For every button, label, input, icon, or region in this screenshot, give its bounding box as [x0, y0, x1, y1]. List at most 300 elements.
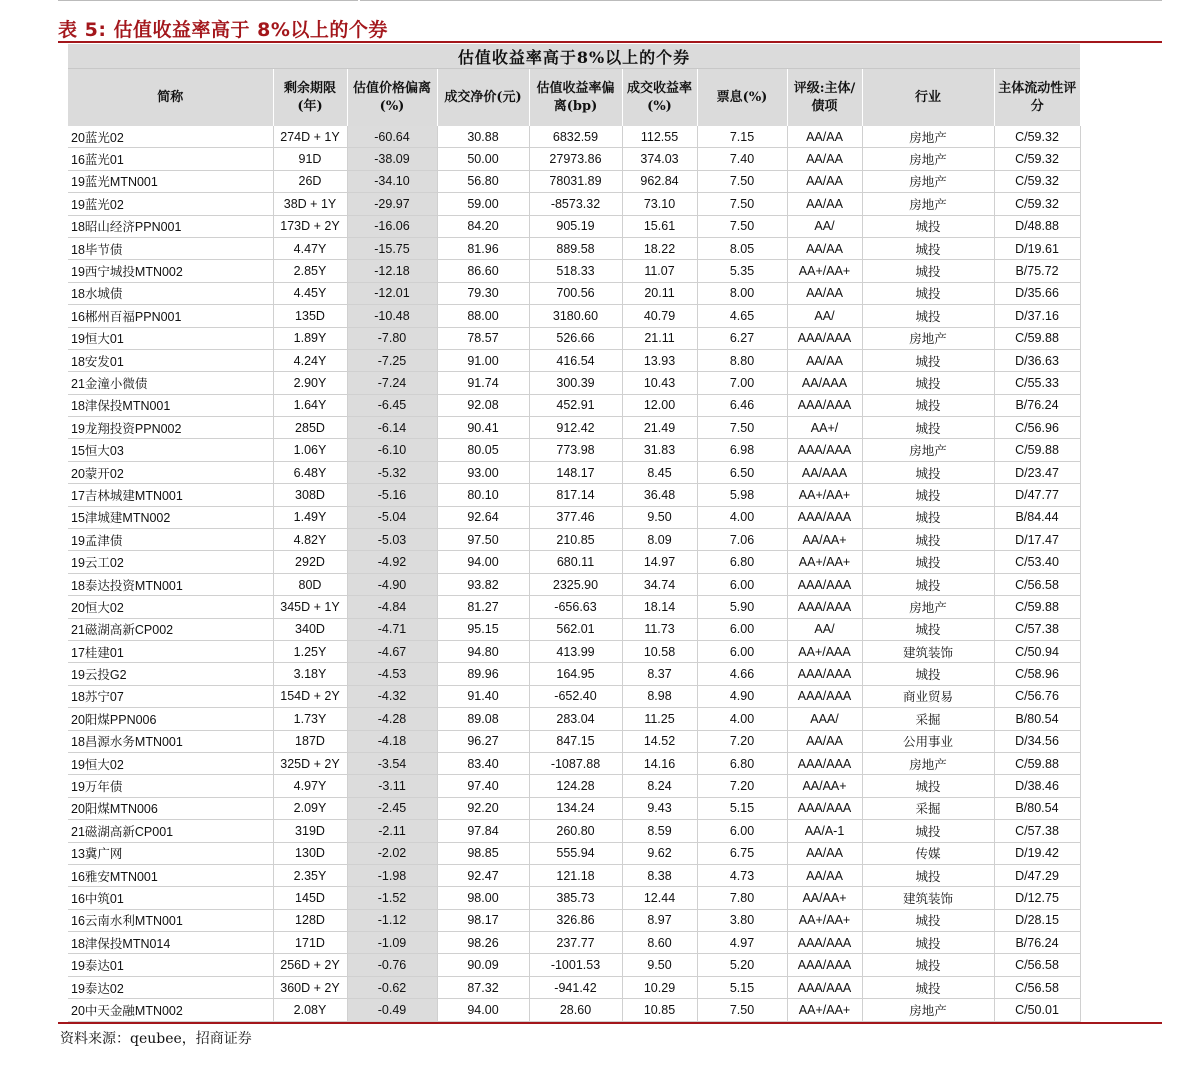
cell-trade-yield: 374.03 — [622, 148, 697, 170]
cell-bond-name: 18津保投MTN001 — [68, 394, 273, 416]
cell-liquidity-score: C/56.76 — [994, 685, 1080, 707]
table-row — [68, 864, 1080, 886]
header-remaining-term: 剩余期限(年) — [273, 69, 347, 127]
cell-industry: 公用事业 — [862, 730, 994, 752]
cell-rating: AAA/AAA — [787, 327, 862, 349]
cell-rating: AA/AA — [787, 237, 862, 259]
cell-coupon: 7.50 — [697, 215, 787, 237]
source-note: 资料来源：qeubee，招商证券 — [60, 1031, 252, 1047]
cell-clean-price: 91.40 — [437, 685, 529, 707]
cell-remaining-term: 319D — [273, 820, 347, 842]
cell-yield-deviation: 562.01 — [529, 618, 622, 640]
cell-remaining-term: 4.47Y — [273, 237, 347, 259]
table-row — [68, 708, 1080, 730]
cell-liquidity-score: C/50.01 — [994, 999, 1080, 1021]
cell-coupon: 6.50 — [697, 461, 787, 483]
cell-clean-price: 59.00 — [437, 193, 529, 215]
cell-clean-price: 97.84 — [437, 820, 529, 842]
cell-remaining-term: 80D — [273, 573, 347, 595]
cell-price-deviation: -1.09 — [347, 932, 437, 954]
header-coupon: 票息(%) — [697, 69, 787, 127]
table-row — [68, 618, 1080, 640]
cell-bond-name: 19万年债 — [68, 775, 273, 797]
cell-trade-yield: 112.55 — [622, 126, 697, 148]
cell-industry: 房地产 — [862, 999, 994, 1021]
cell-remaining-term: 4.24Y — [273, 349, 347, 371]
cell-remaining-term: 285D — [273, 417, 347, 439]
cell-bond-name: 18津保投MTN014 — [68, 932, 273, 954]
cell-trade-yield: 18.22 — [622, 237, 697, 259]
cell-rating: AA/AA — [787, 148, 862, 170]
cell-coupon: 7.40 — [697, 148, 787, 170]
cell-yield-deviation: 260.80 — [529, 820, 622, 842]
cell-price-deviation: -7.25 — [347, 349, 437, 371]
cell-yield-deviation: 300.39 — [529, 372, 622, 394]
footer-rule — [58, 1022, 1162, 1024]
cell-industry: 城投 — [862, 976, 994, 998]
cell-trade-yield: 15.61 — [622, 215, 697, 237]
cell-yield-deviation: 148.17 — [529, 461, 622, 483]
cell-clean-price: 92.08 — [437, 394, 529, 416]
cell-clean-price: 93.82 — [437, 573, 529, 595]
cell-trade-yield: 21.49 — [622, 417, 697, 439]
cell-trade-yield: 8.37 — [622, 663, 697, 685]
cell-bond-name: 17吉林城建MTN001 — [68, 484, 273, 506]
table-row — [68, 887, 1080, 909]
cell-industry: 城投 — [862, 775, 994, 797]
cell-yield-deviation: 283.04 — [529, 708, 622, 730]
table-row — [68, 327, 1080, 349]
cell-industry: 城投 — [862, 506, 994, 528]
cell-coupon: 6.75 — [697, 842, 787, 864]
cell-trade-yield: 73.10 — [622, 193, 697, 215]
cell-price-deviation: -4.32 — [347, 685, 437, 707]
cell-bond-name: 18水城债 — [68, 282, 273, 304]
cell-price-deviation: -6.10 — [347, 439, 437, 461]
cell-clean-price: 95.15 — [437, 618, 529, 640]
cell-industry: 城投 — [862, 954, 994, 976]
table-row — [68, 663, 1080, 685]
table-row — [68, 797, 1080, 819]
cell-price-deviation: -4.28 — [347, 708, 437, 730]
cell-trade-yield: 11.25 — [622, 708, 697, 730]
cell-coupon: 7.20 — [697, 775, 787, 797]
header-row — [68, 69, 1080, 127]
cell-clean-price: 94.00 — [437, 999, 529, 1021]
cell-bond-name: 17桂建01 — [68, 640, 273, 662]
cell-yield-deviation: -1001.53 — [529, 954, 622, 976]
cell-bond-name: 20中天金融MTN002 — [68, 999, 273, 1021]
cell-remaining-term: 1.06Y — [273, 439, 347, 461]
cell-trade-yield: 20.11 — [622, 282, 697, 304]
cell-liquidity-score: B/80.54 — [994, 797, 1080, 819]
header-liquidity-score: 主体流动性评分 — [994, 69, 1080, 127]
cell-remaining-term: 325D + 2Y — [273, 752, 347, 774]
cell-remaining-term: 2.85Y — [273, 260, 347, 282]
cell-trade-yield: 10.43 — [622, 372, 697, 394]
header-industry: 行业 — [862, 69, 994, 127]
cell-trade-yield: 8.09 — [622, 529, 697, 551]
cell-trade-yield: 36.48 — [622, 484, 697, 506]
cell-trade-yield: 9.62 — [622, 842, 697, 864]
cell-industry: 商业贸易 — [862, 685, 994, 707]
cell-bond-name: 20恒大02 — [68, 596, 273, 618]
cell-industry: 房地产 — [862, 439, 994, 461]
cell-coupon: 5.20 — [697, 954, 787, 976]
cell-bond-name: 19泰达02 — [68, 976, 273, 998]
table-row — [68, 461, 1080, 483]
cell-trade-yield: 13.93 — [622, 349, 697, 371]
cell-coupon: 4.97 — [697, 932, 787, 954]
cell-industry: 城投 — [862, 820, 994, 842]
cell-remaining-term: 1.49Y — [273, 506, 347, 528]
cell-industry: 城投 — [862, 461, 994, 483]
cell-remaining-term: 154D + 2Y — [273, 685, 347, 707]
cell-liquidity-score: C/59.88 — [994, 327, 1080, 349]
cell-industry: 城投 — [862, 305, 994, 327]
cell-coupon: 3.80 — [697, 909, 787, 931]
cell-coupon: 7.15 — [697, 126, 787, 148]
cell-rating: AAA/AAA — [787, 663, 862, 685]
cell-liquidity-score: D/19.61 — [994, 237, 1080, 259]
cell-price-deviation: -2.45 — [347, 797, 437, 819]
cell-yield-deviation: 124.28 — [529, 775, 622, 797]
cell-price-deviation: -7.80 — [347, 327, 437, 349]
cell-yield-deviation: -941.42 — [529, 976, 622, 998]
cell-bond-name: 20阳煤MTN006 — [68, 797, 273, 819]
cell-price-deviation: -5.16 — [347, 484, 437, 506]
cell-liquidity-score: D/34.56 — [994, 730, 1080, 752]
cell-rating: AA/AA — [787, 730, 862, 752]
cell-price-deviation: -38.09 — [347, 148, 437, 170]
cell-coupon: 6.27 — [697, 327, 787, 349]
cell-bond-name: 21金潼小微债 — [68, 372, 273, 394]
cell-bond-name: 18昭山经济PPN001 — [68, 215, 273, 237]
cell-trade-yield: 14.52 — [622, 730, 697, 752]
table-row — [68, 596, 1080, 618]
cell-price-deviation: -1.98 — [347, 864, 437, 886]
cell-price-deviation: -7.24 — [347, 372, 437, 394]
cell-rating: AA+/AA+ — [787, 999, 862, 1021]
cell-remaining-term: 2.90Y — [273, 372, 347, 394]
cell-industry: 城投 — [862, 529, 994, 551]
cell-remaining-term: 2.08Y — [273, 999, 347, 1021]
cell-liquidity-score: D/12.75 — [994, 887, 1080, 909]
cell-price-deviation: -4.53 — [347, 663, 437, 685]
cell-rating: AA/AA — [787, 282, 862, 304]
cell-industry: 建筑装饰 — [862, 640, 994, 662]
cell-clean-price: 86.60 — [437, 260, 529, 282]
cell-rating: AA+/AA+ — [787, 551, 862, 573]
cell-trade-yield: 9.43 — [622, 797, 697, 819]
cell-remaining-term: 173D + 2Y — [273, 215, 347, 237]
cell-clean-price: 97.50 — [437, 529, 529, 551]
cell-liquidity-score: C/53.40 — [994, 551, 1080, 573]
cell-industry: 传媒 — [862, 842, 994, 864]
cell-rating: AAA/AAA — [787, 439, 862, 461]
cell-industry: 房地产 — [862, 148, 994, 170]
cell-rating: AA+/AA+ — [787, 484, 862, 506]
cell-coupon: 5.98 — [697, 484, 787, 506]
cell-price-deviation: -12.18 — [347, 260, 437, 282]
cell-coupon: 5.15 — [697, 976, 787, 998]
cell-clean-price: 87.32 — [437, 976, 529, 998]
cell-bond-name: 16蓝光01 — [68, 148, 273, 170]
cell-bond-name: 18苏宁07 — [68, 685, 273, 707]
cell-clean-price: 78.57 — [437, 327, 529, 349]
table-row — [68, 529, 1080, 551]
cell-price-deviation: -4.92 — [347, 551, 437, 573]
cell-coupon: 7.06 — [697, 529, 787, 551]
cell-coupon: 4.66 — [697, 663, 787, 685]
cell-bond-name: 20阳煤PPN006 — [68, 708, 273, 730]
cell-clean-price: 92.47 — [437, 864, 529, 886]
cell-rating: AA/AA — [787, 864, 862, 886]
cell-bond-name: 21磁湖高新CP002 — [68, 618, 273, 640]
cell-trade-yield: 34.74 — [622, 573, 697, 595]
cell-trade-yield: 8.60 — [622, 932, 697, 954]
cell-bond-name: 19泰达01 — [68, 954, 273, 976]
cell-price-deviation: -15.75 — [347, 237, 437, 259]
table-row — [68, 394, 1080, 416]
cell-coupon: 7.80 — [697, 887, 787, 909]
cell-trade-yield: 8.45 — [622, 461, 697, 483]
cell-rating: AA+/AA+ — [787, 260, 862, 282]
table-row — [68, 237, 1080, 259]
cell-industry: 采掘 — [862, 797, 994, 819]
cell-coupon: 7.50 — [697, 999, 787, 1021]
cell-trade-yield: 10.85 — [622, 999, 697, 1021]
cell-trade-yield: 31.83 — [622, 439, 697, 461]
top-rule-right — [360, 0, 1162, 1]
cell-rating: AA/AA — [787, 193, 862, 215]
cell-liquidity-score: C/56.58 — [994, 954, 1080, 976]
cell-coupon: 5.35 — [697, 260, 787, 282]
bond-table-container — [68, 44, 1080, 1022]
cell-liquidity-score: C/59.88 — [994, 752, 1080, 774]
cell-industry: 城投 — [862, 663, 994, 685]
cell-rating: AA/ — [787, 618, 862, 640]
table-row — [68, 932, 1080, 954]
cell-bond-name: 19蓝光02 — [68, 193, 273, 215]
cell-liquidity-score: C/55.33 — [994, 372, 1080, 394]
cell-rating: AA/AA — [787, 126, 862, 148]
table-row — [68, 909, 1080, 931]
cell-clean-price: 96.27 — [437, 730, 529, 752]
cell-rating: AA/ — [787, 305, 862, 327]
cell-price-deviation: -6.14 — [347, 417, 437, 439]
header-trade-yield: 成交收益率(%) — [622, 69, 697, 127]
cell-rating: AA/AA — [787, 842, 862, 864]
cell-bond-name: 19西宁城投MTN002 — [68, 260, 273, 282]
cell-coupon: 5.90 — [697, 596, 787, 618]
cell-remaining-term: 2.35Y — [273, 864, 347, 886]
cell-coupon: 7.50 — [697, 170, 787, 192]
table-row — [68, 193, 1080, 215]
table-caption: 表 5: 估值收益率高于 8%以上的个券 — [58, 19, 388, 41]
header-clean-price: 成交净价(元) — [437, 69, 529, 127]
top-rules — [0, 0, 1191, 6]
cell-liquidity-score: D/47.77 — [994, 484, 1080, 506]
cell-rating: AAA/AAA — [787, 596, 862, 618]
table-row — [68, 305, 1080, 327]
cell-clean-price: 81.96 — [437, 237, 529, 259]
cell-coupon: 6.46 — [697, 394, 787, 416]
cell-rating: AA/AA+ — [787, 775, 862, 797]
cell-price-deviation: -6.45 — [347, 394, 437, 416]
cell-bond-name: 19孟津债 — [68, 529, 273, 551]
cell-liquidity-score: B/76.24 — [994, 394, 1080, 416]
cell-remaining-term: 4.45Y — [273, 282, 347, 304]
cell-bond-name: 19恒大02 — [68, 752, 273, 774]
table-row — [68, 551, 1080, 573]
cell-liquidity-score: B/80.54 — [994, 708, 1080, 730]
cell-yield-deviation: 889.58 — [529, 237, 622, 259]
cell-clean-price: 91.74 — [437, 372, 529, 394]
cell-liquidity-score: C/58.96 — [994, 663, 1080, 685]
cell-coupon: 6.00 — [697, 640, 787, 662]
cell-price-deviation: -5.03 — [347, 529, 437, 551]
header-yield-deviation: 估值收益率偏离(bp) — [529, 69, 622, 127]
cell-remaining-term: 1.25Y — [273, 640, 347, 662]
cell-yield-deviation: 817.14 — [529, 484, 622, 506]
cell-rating: AA+/ — [787, 417, 862, 439]
cell-bond-name: 19恒大01 — [68, 327, 273, 349]
cell-price-deviation: -0.62 — [347, 976, 437, 998]
cell-industry: 城投 — [862, 417, 994, 439]
cell-trade-yield: 9.50 — [622, 954, 697, 976]
cell-industry: 城投 — [862, 618, 994, 640]
cell-yield-deviation: 680.11 — [529, 551, 622, 573]
cell-trade-yield: 10.58 — [622, 640, 697, 662]
cell-bond-name: 19蓝光MTN001 — [68, 170, 273, 192]
cell-yield-deviation: 518.33 — [529, 260, 622, 282]
cell-industry: 城投 — [862, 237, 994, 259]
cell-yield-deviation: 6832.59 — [529, 126, 622, 148]
cell-yield-deviation: 385.73 — [529, 887, 622, 909]
cell-price-deviation: -4.90 — [347, 573, 437, 595]
table-row — [68, 349, 1080, 371]
cell-price-deviation: -4.18 — [347, 730, 437, 752]
cell-remaining-term: 145D — [273, 887, 347, 909]
cell-price-deviation: -3.54 — [347, 752, 437, 774]
cell-rating: AA/AAA — [787, 461, 862, 483]
cell-liquidity-score: C/50.94 — [994, 640, 1080, 662]
cell-coupon: 6.80 — [697, 752, 787, 774]
cell-yield-deviation: 27973.86 — [529, 148, 622, 170]
table-row — [68, 999, 1080, 1021]
table-row — [68, 282, 1080, 304]
cell-yield-deviation: 326.86 — [529, 909, 622, 931]
cell-remaining-term: 4.97Y — [273, 775, 347, 797]
cell-clean-price: 93.00 — [437, 461, 529, 483]
cell-rating: AAA/AAA — [787, 573, 862, 595]
cell-bond-name: 18泰达投资MTN001 — [68, 573, 273, 595]
cell-clean-price: 98.00 — [437, 887, 529, 909]
cell-clean-price: 97.40 — [437, 775, 529, 797]
cell-remaining-term: 6.48Y — [273, 461, 347, 483]
table-row — [68, 775, 1080, 797]
cell-coupon: 4.65 — [697, 305, 787, 327]
cell-clean-price: 81.27 — [437, 596, 529, 618]
cell-liquidity-score: B/75.72 — [994, 260, 1080, 282]
cell-clean-price: 89.96 — [437, 663, 529, 685]
cell-yield-deviation: 912.42 — [529, 417, 622, 439]
table-row — [68, 417, 1080, 439]
cell-trade-yield: 40.79 — [622, 305, 697, 327]
cell-coupon: 8.00 — [697, 282, 787, 304]
cell-liquidity-score: C/56.58 — [994, 976, 1080, 998]
cell-liquidity-score: C/59.88 — [994, 439, 1080, 461]
cell-yield-deviation: 773.98 — [529, 439, 622, 461]
cell-yield-deviation: 164.95 — [529, 663, 622, 685]
cell-liquidity-score: C/56.58 — [994, 573, 1080, 595]
table-row — [68, 954, 1080, 976]
cell-trade-yield: 12.44 — [622, 887, 697, 909]
cell-industry: 城投 — [862, 932, 994, 954]
cell-liquidity-score: B/84.44 — [994, 506, 1080, 528]
table-row — [68, 260, 1080, 282]
cell-rating: AA/AA+ — [787, 529, 862, 551]
cell-yield-deviation: 121.18 — [529, 864, 622, 886]
cell-bond-name: 18昌源水务MTN001 — [68, 730, 273, 752]
cell-clean-price: 84.20 — [437, 215, 529, 237]
cell-clean-price: 30.88 — [437, 126, 529, 148]
top-rule-left — [58, 0, 358, 1]
cell-price-deviation: -5.32 — [347, 461, 437, 483]
table-row — [68, 372, 1080, 394]
cell-remaining-term: 1.89Y — [273, 327, 347, 349]
cell-bond-name: 16郴州百福PPN001 — [68, 305, 273, 327]
cell-clean-price: 98.17 — [437, 909, 529, 931]
cell-rating: AA/A-1 — [787, 820, 862, 842]
cell-industry: 城投 — [862, 282, 994, 304]
cell-liquidity-score: C/57.38 — [994, 618, 1080, 640]
cell-price-deviation: -60.64 — [347, 126, 437, 148]
cell-clean-price: 94.80 — [437, 640, 529, 662]
cell-yield-deviation: 700.56 — [529, 282, 622, 304]
cell-yield-deviation: -1087.88 — [529, 752, 622, 774]
cell-yield-deviation: -656.63 — [529, 596, 622, 618]
cell-remaining-term: 2.09Y — [273, 797, 347, 819]
cell-bond-name: 16中筑01 — [68, 887, 273, 909]
cell-trade-yield: 8.59 — [622, 820, 697, 842]
cell-remaining-term: 130D — [273, 842, 347, 864]
cell-coupon: 7.50 — [697, 193, 787, 215]
cell-remaining-term: 1.73Y — [273, 708, 347, 730]
cell-yield-deviation: 905.19 — [529, 215, 622, 237]
cell-liquidity-score: D/36.63 — [994, 349, 1080, 371]
cell-bond-name: 21磁湖高新CP001 — [68, 820, 273, 842]
cell-bond-name: 18安发01 — [68, 349, 273, 371]
cell-trade-yield: 14.16 — [622, 752, 697, 774]
cell-remaining-term: 1.64Y — [273, 394, 347, 416]
cell-trade-yield: 8.24 — [622, 775, 697, 797]
cell-clean-price: 98.26 — [437, 932, 529, 954]
cell-industry: 城投 — [862, 260, 994, 282]
header-name: 简称 — [68, 69, 273, 127]
cell-clean-price: 92.20 — [437, 797, 529, 819]
cell-remaining-term: 340D — [273, 618, 347, 640]
cell-price-deviation: -5.04 — [347, 506, 437, 528]
cell-remaining-term: 135D — [273, 305, 347, 327]
cell-price-deviation: -4.71 — [347, 618, 437, 640]
cell-clean-price: 80.05 — [437, 439, 529, 461]
table-body — [68, 126, 1080, 1021]
cell-industry: 城投 — [862, 372, 994, 394]
cell-rating: AA/AA+ — [787, 887, 862, 909]
cell-clean-price: 89.08 — [437, 708, 529, 730]
